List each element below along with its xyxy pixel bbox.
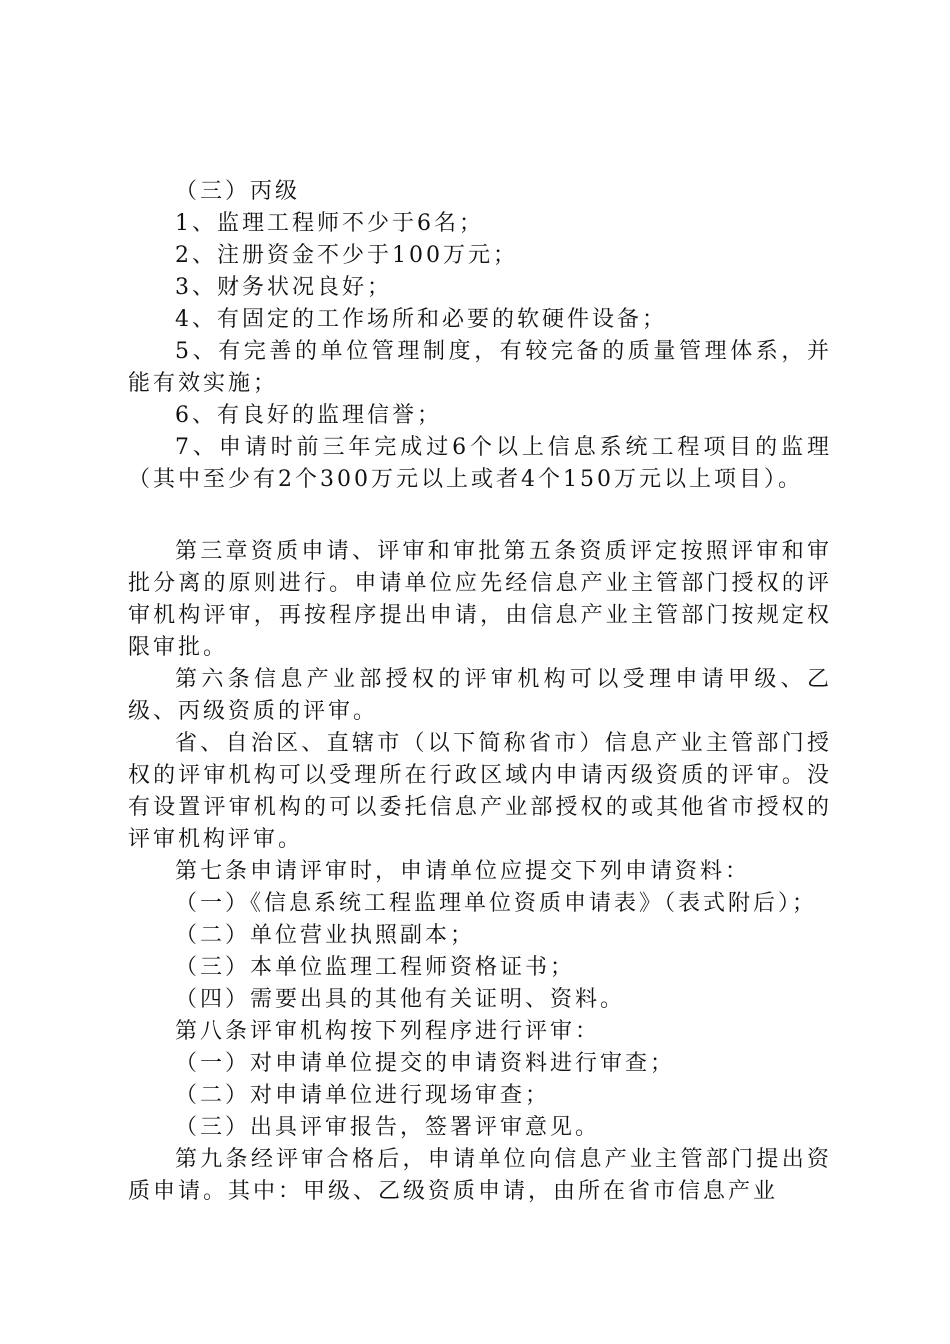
article-7-item-1: （一）《信息系统工程监理单位资质申请表》（表式附后）； <box>175 891 818 916</box>
article-8-item-2: （二）对申请单位进行现场审查； <box>175 1083 551 1108</box>
requirement-item-7: 7、申请时前三年完成过6个以上信息系统工程项目的监理（其中至少有2个300万元以上或者4个150万元以上项目）。 <box>128 435 832 492</box>
article-7-item-4: （四）需要出具的其他有关证明、资料。 <box>175 987 626 1012</box>
requirement-item-4: 4、有固定的工作场所和必要的软硬件设备； <box>175 307 667 332</box>
section-heading-c: （三）丙级 <box>175 179 301 204</box>
article-6-continuation: 省、自治区、直辖市（以下简称省市）信息产业主管部门授权的评审机构可以受理所在行政区域内申请丙级资质的评审。没有设置评审机构的可以委托信息产业部授权的或其他省市授权的评审机构评审。 <box>128 731 832 852</box>
article-8-paragraph: 第八条评审机构按下列程序进行评审： <box>175 1019 601 1044</box>
paragraph-gap <box>128 496 832 536</box>
article-7-item-3: （三）本单位监理工程师资格证书； <box>175 955 576 980</box>
article-7-item-2: （二）单位营业执照副本； <box>175 923 476 948</box>
document-body <box>128 176 832 1208</box>
article-5-paragraph: 第三章资质申请、评审和审批第五条资质评定按照评审和审批分离的原则进行。申请单位应先经信息产业主管部门授权的评审机构评审，再按程序提出申请，由信息产业主管部门按规定权限审批。 <box>128 539 832 660</box>
requirement-item-2: 2、注册资金不少于100万元； <box>175 243 518 268</box>
article-8-item-1: （一）对申请单位提交的申请资料进行审查； <box>175 1051 676 1076</box>
requirement-item-1: 1、监理工程师不少于6名； <box>175 211 484 236</box>
article-7-paragraph: 第七条申请评审时，申请单位应提交下列申请资料： <box>175 859 751 884</box>
article-6-paragraph: 第六条信息产业部授权的评审机构可以受理申请甲级、乙级、丙级资质的评审。 <box>128 667 832 724</box>
requirement-item-3: 3、财务状况良好； <box>175 275 392 300</box>
requirement-item-5: 5、有完善的单位管理制度，有较完备的质量管理体系，并能有效实施； <box>128 339 832 396</box>
requirement-item-6: 6、有良好的监理信誉； <box>175 403 442 428</box>
article-9-paragraph: 第九条经评审合格后，申请单位向信息产业主管部门提出资质申请。其中：甲级、乙级资质申请，由所在省市信息产业 <box>128 1147 832 1204</box>
article-8-item-3: （三）出具评审报告，签署评审意见。 <box>175 1115 601 1140</box>
